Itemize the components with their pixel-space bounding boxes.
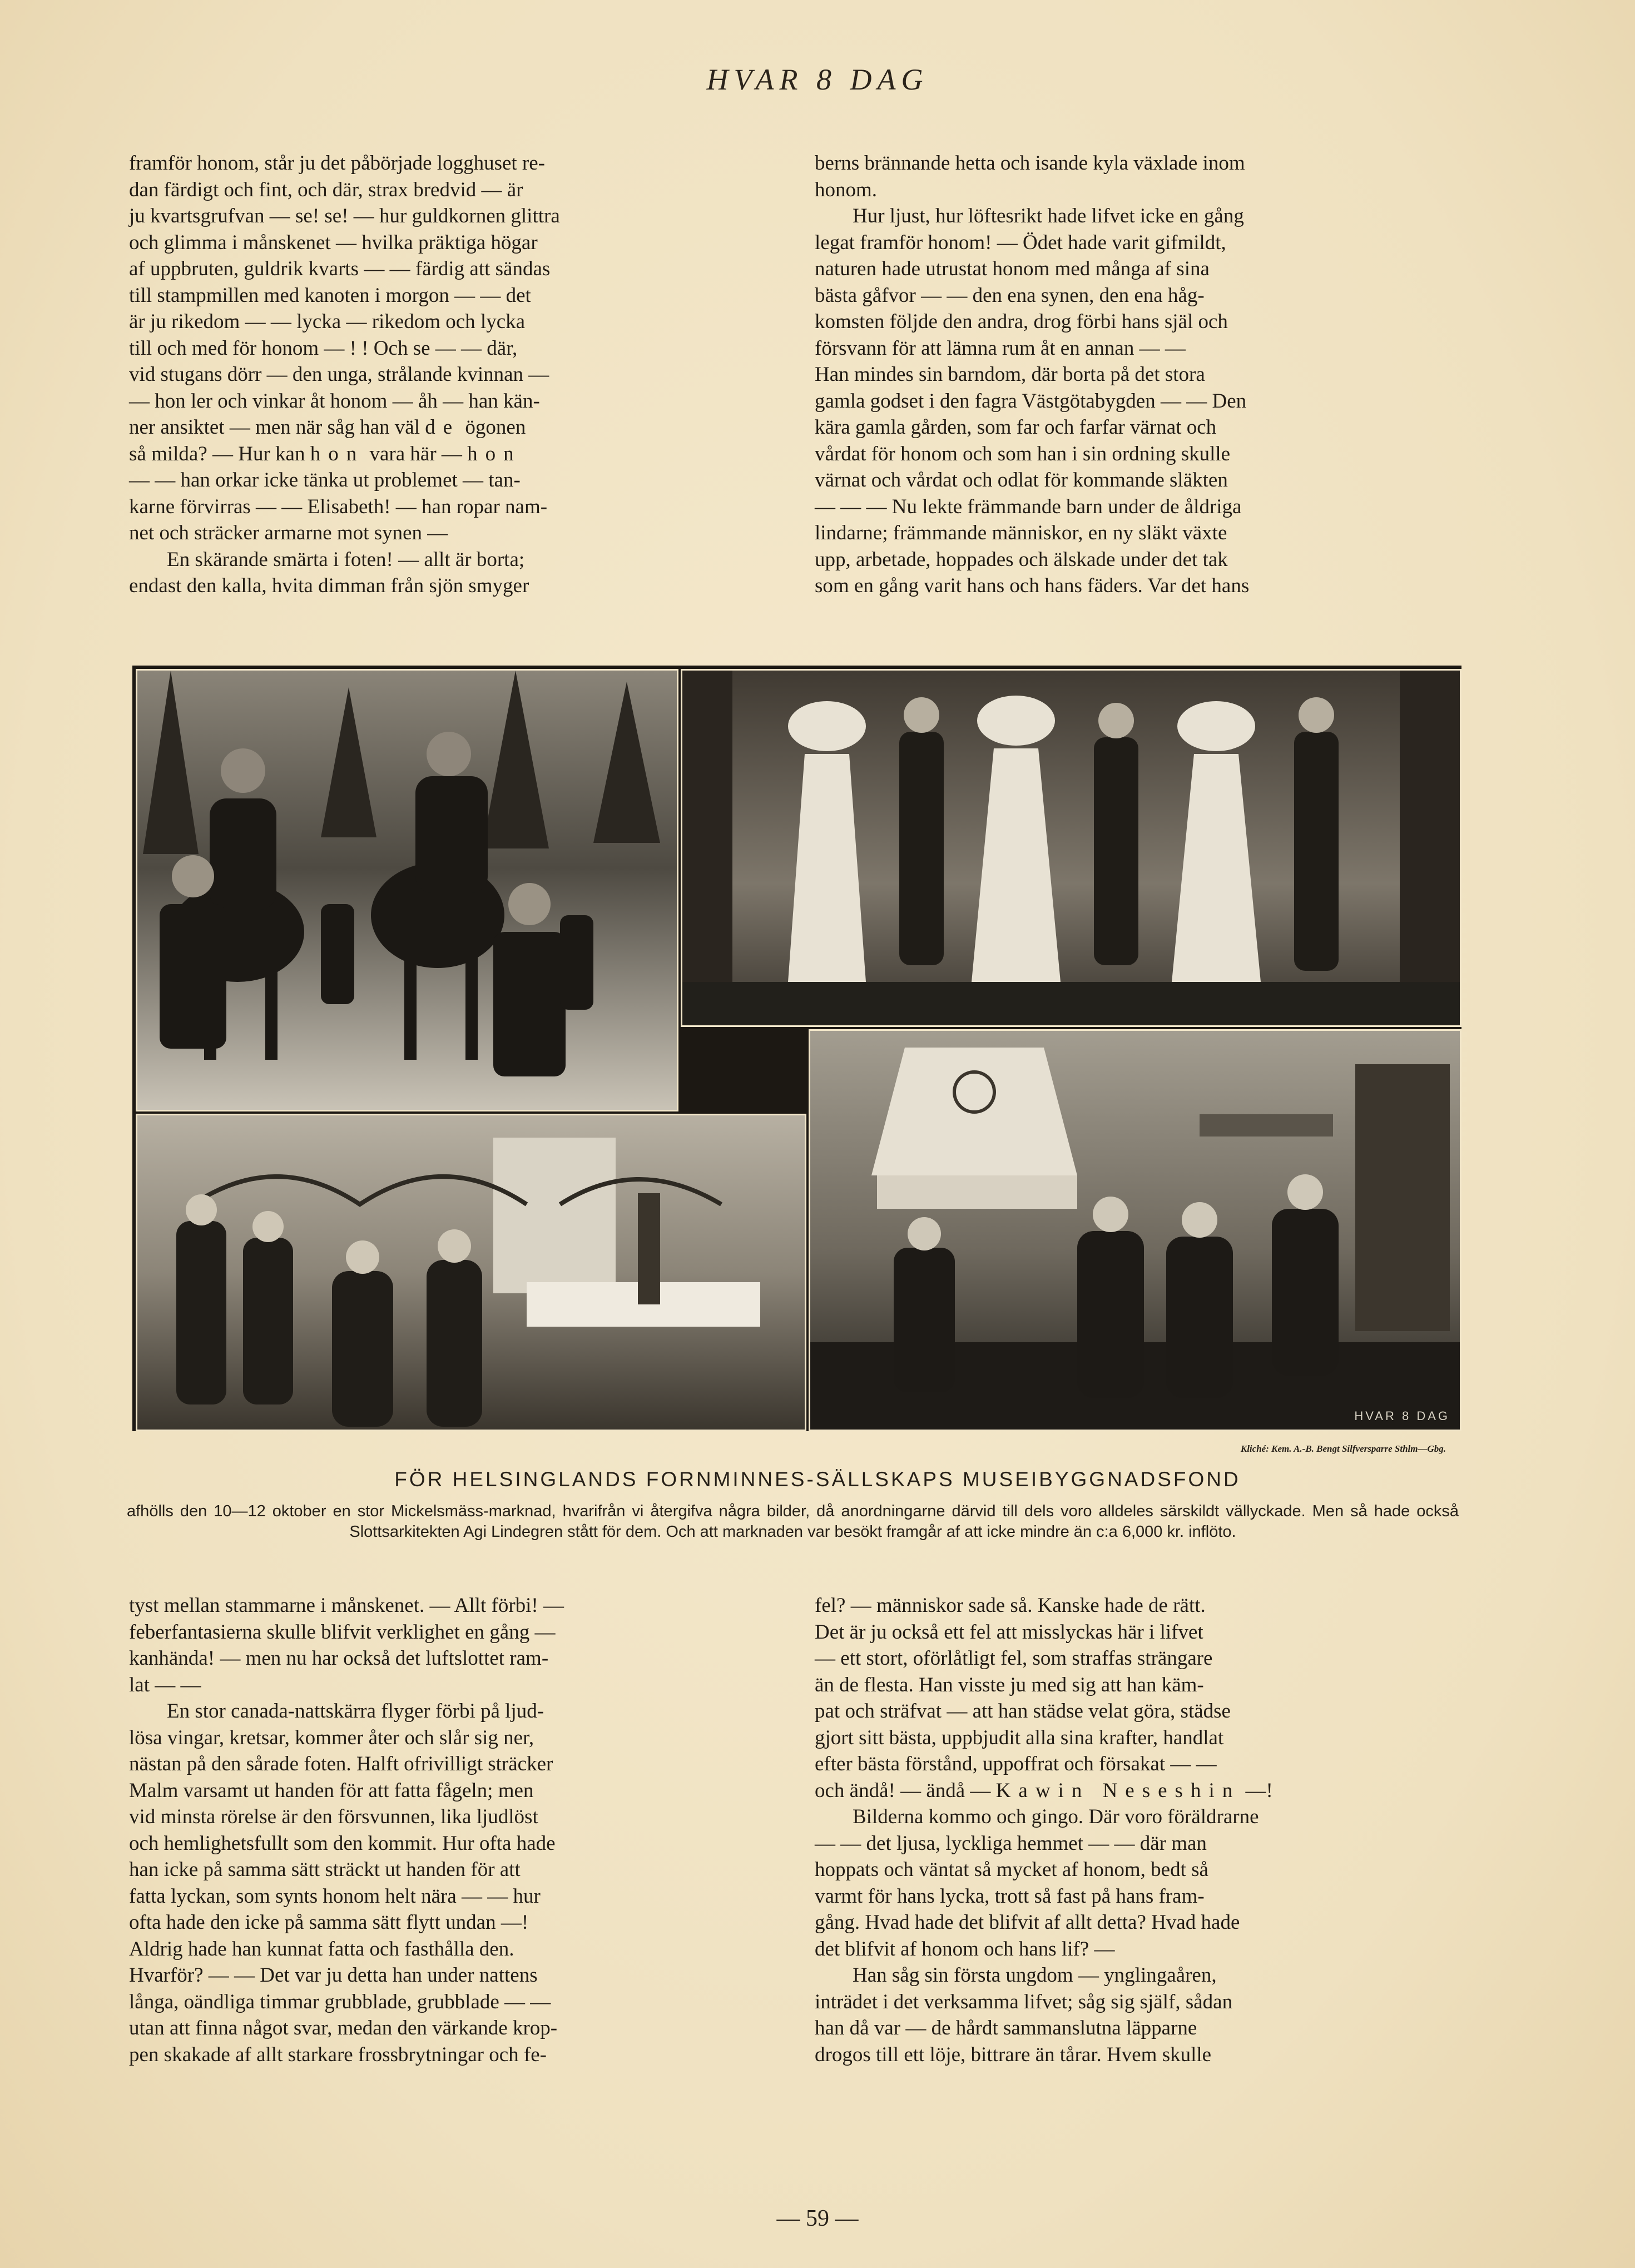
text-column-1 [129, 150, 774, 599]
text-line: hoppats och väntat så mycket af honom, bedt så [815, 1858, 1208, 1881]
text-line: af uppbruten, guldrik kvarts — — färdig att sändas [129, 257, 551, 280]
photo-watermark: HVAR 8 DAG [1354, 1409, 1450, 1423]
spaced-name: Kawin Neseshin [995, 1779, 1241, 1802]
text-line: till stampmillen med kanoten i morgon — — det [129, 284, 531, 307]
text-line: honom. [815, 178, 878, 201]
text-line: nästan på den sårade foten. Halft ofrivilligt sträcker [129, 1753, 553, 1775]
text-line: inträdet i det verksamma lifvet; såg sig själf, sådan [815, 1990, 1233, 2013]
text-line: net och sträcker armarne mot synen — [129, 522, 448, 544]
text-fragment: ner ansiktet — men när såg han väl [129, 416, 420, 439]
photo-horsemen-in-snow [136, 669, 678, 1111]
text-fragment: —! [1245, 1779, 1273, 1802]
text-line: vid minsta rörelse är den försvunnen, lika ljudlöst [129, 1805, 538, 1828]
text-line: karne förvirras — — Elisabeth! — han ropar nam- [129, 495, 548, 518]
text-fragment: ögonen [465, 416, 526, 439]
text-fragment: och ändå! — ändå — [815, 1779, 991, 1802]
page-number: — 59 — [776, 2206, 859, 2231]
text-line: gamla godset i den fagra Västgötabygden — — Den [815, 389, 1247, 413]
text-line: — hon ler och vinkar åt honom — åh — han kän- [129, 389, 540, 413]
photo-stage-dancers [681, 669, 1461, 1027]
text-line: tyst mellan stammarne i månskenet. — Allt förbi! — [129, 1594, 564, 1617]
text-line: Han mindes sin barndom, där borta på det stora [815, 363, 1205, 386]
text-line: — — — Nu lekte främmande barn under de åldriga [815, 495, 1242, 518]
text-line: värnat och vårdat och odlat för kommande släkten [815, 469, 1228, 492]
caption-body: afhölls den 10—12 oktober en stor Mickelsmäss-marknad, hvarifrån vi återgifva några bilder, då anordningarne därvid till dels voro alldeles särskildt vällyckade. Men så hade också Slottsarkitekten Agi Lindegren stått för dem. Och att marknaden var besökt framgår af att icke mindre än c:a 6,000 kr. inflöto. [127, 1502, 1459, 1541]
text-line: En stor canada-nattskärra flyger förbi på ljud- [167, 1700, 544, 1723]
text-line: drogos till ett löje, bittrare än tårar. Hvem skulle [815, 2043, 1212, 2066]
text-line: efter bästa förstånd, uppoffrat och försakat — — [815, 1753, 1217, 1775]
text-line: gjort sitt bästa, uppbjudit alla sina krafter, handlat [815, 1726, 1224, 1749]
text-column-4 [815, 1592, 1460, 2068]
photo-kitchen-interior [809, 1029, 1461, 1431]
photo-market-hall [136, 1114, 806, 1431]
text-line: och glimma i månskenet — hvilka präktiga högar [129, 231, 538, 254]
spaced-word: hon [310, 442, 365, 465]
text-column-3 [129, 1592, 774, 2068]
text-line: ofta hade den icke på samma sätt flytt undan —! [129, 1911, 529, 1934]
text-line: Bilderna kommo och gingo. Där voro föräldrarne [853, 1805, 1259, 1828]
text-line: framför honom, står ju det påbörjade logghuset re- [129, 152, 545, 175]
text-line: gång. Hvad hade det blifvit af allt detta? Hvad hade [815, 1911, 1240, 1934]
text-fragment: vara här — [369, 442, 462, 465]
text-line: fatta lyckan, som synts honom helt nära — — hur [129, 1884, 541, 1908]
text-line [129, 441, 774, 468]
text-line [815, 1778, 1460, 1804]
text-line [129, 414, 774, 441]
text-line: En skärande smärta i foten! — allt är borta; [167, 548, 525, 571]
text-line: och hemlighetsfullt som den kommit. Hur ofta hade [129, 1832, 556, 1855]
text-line: feberfantasierna skulle blifvit verklighet en gång — [129, 1620, 556, 1644]
text-line: Malm varsamt ut handen för att fatta fågeln; men [129, 1779, 534, 1802]
caption-title: FÖR HELSINGLANDS FORNMINNES-SÄLLSKAPS MUSEIBYGGNADSFOND [394, 1468, 1241, 1491]
text-line: fel? — människor sade så. Kanske hade de rätt. [815, 1594, 1206, 1617]
text-line: lindarne; främmande människor, en ny släkt växte [815, 522, 1227, 544]
text-column-2 [815, 150, 1460, 599]
text-line: komsten följde den andra, drog förbi hans själ och [815, 310, 1228, 333]
text-line: — — han orkar icke tänka ut problemet — tan- [129, 469, 521, 492]
text-line: naturen hade utrustat honom med många af sina [815, 257, 1210, 280]
text-line: Aldrig hade han kunnat fatta och fasthålla den. [129, 1937, 514, 1961]
text-line: bästa gåfvor — — den ena synen, den ena håg- [815, 284, 1205, 307]
text-line: det blifvit af honom och hans lif? — [815, 1937, 1115, 1961]
text-line: upp, arbetade, hoppades och älskade under det tak [815, 548, 1228, 571]
text-line: kära gamla gården, som far och farfar värnat och [815, 416, 1217, 439]
text-line: berns brännande hetta och isande kyla växlade inom [815, 152, 1245, 175]
text-line: som en gång varit hans och hans fäders. Var det hans [815, 574, 1250, 597]
text-line: legat framför honom! — Ödet hade varit gifmildt, [815, 231, 1226, 254]
text-line: Han såg sin första ungdom — ynglingaåren, [853, 1964, 1217, 1987]
page-header: HVAR 8 DAG [706, 63, 929, 96]
text-line: — ett stort, oförlåtligt fel, som straffas strängare [815, 1647, 1213, 1670]
text-line: försvann för att lämna rum åt en annan — — [815, 336, 1186, 360]
text-fragment: så milda? — Hur kan [129, 442, 305, 465]
text-line: Hur ljust, hur löftesrikt hade lifvet icke en gång [853, 205, 1244, 227]
text-line: Det är ju också ett fel att misslyckas här i lifvet [815, 1620, 1203, 1644]
text-line: än de flesta. Han visste ju med sig att han käm- [815, 1673, 1204, 1696]
text-line: utan att finna något svar, medan den värkande krop- [129, 2017, 558, 2039]
text-line: kanhända! — men nu har också det luftslottet ram- [129, 1647, 549, 1670]
text-line: han icke på samma sätt sträckt ut handen för att [129, 1858, 521, 1881]
text-line: ju kvartsgrufvan — se! se! — hur guldkornen glittra [129, 205, 560, 227]
photo-credit: Kliché: Kem. A.-B. Bengt Silfversparre Sthlm—Gbg. [1240, 1443, 1446, 1454]
text-line: vid stugans dörr — den unga, strålande kvinnan — [129, 363, 549, 386]
text-line: vårdat för honom och som han i sin ordning skulle [815, 442, 1231, 465]
text-line: lösa vingar, kretsar, kommer åter och slår sig ner, [129, 1726, 534, 1749]
text-line: — — det ljusa, lyckliga hemmet — — där man [815, 1832, 1207, 1855]
text-line: dan färdigt och fint, och där, strax bredvid — är [129, 178, 523, 201]
text-line: pen skakade af allt starkare frossbrytningar och fe- [129, 2043, 547, 2066]
text-line: varmt för hans lycka, trott så fast på hans fram- [815, 1884, 1205, 1908]
text-line: är ju rikedom — — lycka — rikedom och lycka [129, 310, 526, 333]
text-line: endast den kalla, hvita dimman från sjön smyger [129, 574, 529, 597]
text-line: pat och sträfvat — att han städse velat göra, städse [815, 1700, 1231, 1723]
spaced-word: hon [467, 442, 522, 465]
text-line: han då var — de hårdt sammanslutna läpparne [815, 2017, 1197, 2039]
text-line: till och med för honom — ! ! Och se — — där, [129, 336, 518, 360]
text-line: Hvarför? — — Det var ju detta han under nattens [129, 1964, 538, 1987]
spaced-word: de [425, 416, 460, 439]
text-line: långa, oändliga timmar grubblade, grubblade — — [129, 1990, 551, 2013]
text-line: lat — — [129, 1673, 201, 1696]
